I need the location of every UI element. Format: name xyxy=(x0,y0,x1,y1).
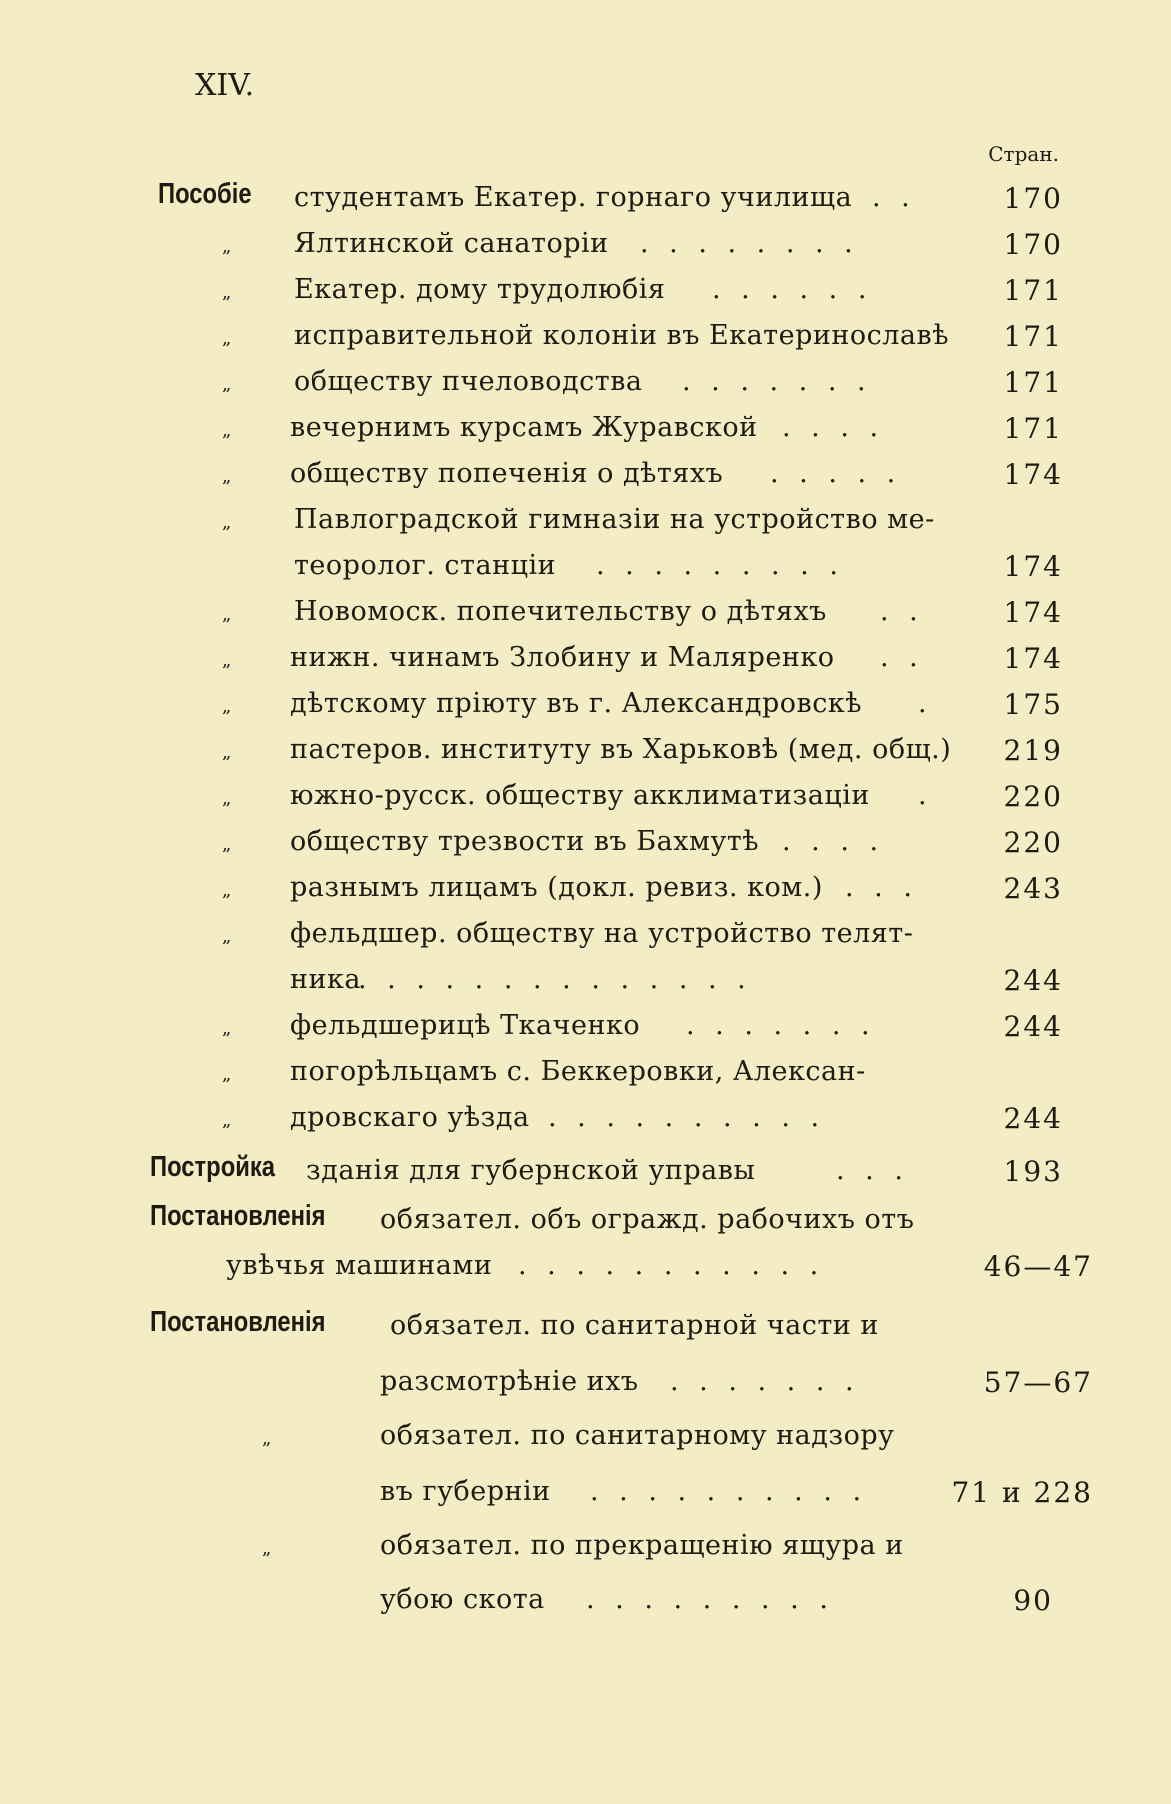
index-entry xyxy=(0,504,1171,544)
ditto-mark: „ xyxy=(222,1110,232,1131)
index-entry xyxy=(0,1250,1171,1290)
index-entry xyxy=(0,458,1171,498)
leader-dots: . . . . . . . . . xyxy=(586,1584,834,1615)
entry-text: Новомоск. попечительству о дѣтяхъ xyxy=(294,596,827,627)
page-reference: 244 xyxy=(1003,964,1063,997)
leader-dots: . . . . . xyxy=(770,458,902,489)
entry-text: обществу попеченія о дѣтяхъ xyxy=(290,458,724,489)
page-reference: 57—67 xyxy=(983,1366,1093,1399)
entry-text: разсмотрѣніе ихъ xyxy=(380,1366,639,1397)
page-reference: 170 xyxy=(1003,182,1063,215)
ditto-mark: „ xyxy=(222,374,232,395)
leader-dots: . . . . . . . . . . xyxy=(548,1102,826,1133)
page-reference: 171 xyxy=(1003,366,1063,399)
entry-heading: Постановленія xyxy=(150,1306,326,1338)
index-entry xyxy=(0,780,1171,820)
ditto-mark: „ xyxy=(222,328,232,349)
page-reference: 71 и 228 xyxy=(951,1476,1093,1509)
index-entry xyxy=(0,550,1171,590)
page-reference: 174 xyxy=(1003,642,1063,675)
entry-text: теоролог. станціи xyxy=(294,550,557,581)
index-entry xyxy=(0,1530,1171,1570)
page-reference: 220 xyxy=(1003,826,1063,859)
index-entry xyxy=(0,1420,1171,1460)
entry-text: убою скота xyxy=(380,1584,545,1615)
index-entry xyxy=(0,1366,1171,1406)
ditto-mark: „ xyxy=(222,696,232,717)
page-reference: 243 xyxy=(1003,872,1063,905)
entry-text: обязател. по санитарному надзору xyxy=(380,1420,895,1451)
page-reference: 220 xyxy=(1003,780,1063,813)
index-entry xyxy=(0,1056,1171,1096)
page-reference: 90 xyxy=(1013,1584,1053,1617)
ditto-mark: „ xyxy=(222,742,232,763)
page-reference: 244 xyxy=(1003,1010,1063,1043)
index-entry xyxy=(0,964,1171,1004)
index-entry xyxy=(0,918,1171,958)
ditto-mark: „ xyxy=(222,1018,232,1039)
entry-text: вечернимъ курсамъ Журавской xyxy=(290,412,758,443)
entry-text: обязател. объ огражд. рабочихъ отъ xyxy=(380,1204,915,1235)
page-reference: 174 xyxy=(1003,596,1063,629)
entry-text: фельдшер. обществу на устройство телят- xyxy=(290,918,914,949)
entry-text: обязател. по прекращенію ящура и xyxy=(380,1530,904,1561)
entry-heading: Постройка xyxy=(150,1151,275,1183)
leader-dots: . . . xyxy=(845,872,918,903)
entry-text: дѣтскому пріюту въ г. Александровскѣ xyxy=(290,688,862,719)
index-entry xyxy=(0,1200,1171,1244)
index-entry xyxy=(0,320,1171,360)
entry-text: пастеров. институту въ Харьковѣ (мед. общ.) xyxy=(290,734,952,765)
leader-dots: . . xyxy=(880,642,924,673)
ditto-mark: „ xyxy=(222,420,232,441)
entry-text: Павлоградской гимназіи на устройство ме- xyxy=(294,504,935,535)
index-entry xyxy=(0,734,1171,774)
ditto-mark: „ xyxy=(262,1538,272,1559)
ditto-mark: „ xyxy=(222,650,232,671)
index-entry xyxy=(0,1584,1171,1624)
leader-dots: . . . . . . . . xyxy=(640,228,859,259)
entry-text: въ губерніи xyxy=(380,1476,551,1507)
index-entry xyxy=(0,1306,1171,1350)
index-entry xyxy=(0,228,1171,268)
index-entry xyxy=(0,1010,1171,1050)
leader-dots: . . . . . . . xyxy=(682,366,872,397)
index-entry xyxy=(0,178,1171,222)
entry-text: южно-русск. обществу акклиматизаціи xyxy=(290,780,870,811)
entry-heading: Пособіе xyxy=(158,178,252,210)
index-entry xyxy=(0,274,1171,314)
index-entry xyxy=(0,596,1171,636)
entry-heading: Постановленія xyxy=(150,1200,326,1232)
leader-dots: . . . . . . . xyxy=(670,1366,860,1397)
leader-dots: . . . . . . . . . xyxy=(596,550,844,581)
leader-dots: . . . . . . . . . . . . . . xyxy=(358,964,752,995)
entry-text: нижн. чинамъ Злобину и Маляренко xyxy=(290,642,835,673)
entry-text: обществу трезвости въ Бахмутѣ xyxy=(290,826,760,857)
entry-text: дровскаго уѣзда xyxy=(290,1102,530,1133)
leader-dots: . . . . . . . . . . xyxy=(590,1476,868,1507)
ditto-mark: „ xyxy=(222,236,232,257)
page-number: XIV. xyxy=(195,68,255,103)
entry-text: студентамъ Екатер. горнаго училища xyxy=(294,182,853,213)
index-entry xyxy=(0,872,1171,912)
leader-dots: . . . . . . . . . . . xyxy=(518,1250,825,1281)
entry-text: ника xyxy=(290,964,361,995)
entry-text: погорѣльцамъ с. Беккеровки, Алексан- xyxy=(290,1056,866,1087)
index-entry xyxy=(0,1476,1171,1516)
leader-dots: . . xyxy=(872,182,916,213)
leader-dots: . . . . xyxy=(782,826,885,857)
ditto-mark: „ xyxy=(222,926,232,947)
page-reference: 171 xyxy=(1003,320,1063,353)
ditto-mark: „ xyxy=(222,604,232,625)
index-entry xyxy=(0,688,1171,728)
ditto-mark: „ xyxy=(262,1428,272,1449)
ditto-mark: „ xyxy=(222,788,232,809)
index-entry xyxy=(0,366,1171,406)
ditto-mark: „ xyxy=(222,880,232,901)
page-column-header: Стран. xyxy=(988,142,1059,166)
leader-dots: . . . . . . . xyxy=(686,1010,876,1041)
entry-text: разнымъ лицамъ (докл. ревиз. ком.) xyxy=(290,872,823,903)
ditto-mark: „ xyxy=(222,512,232,533)
entry-text: Ялтинской санаторіи xyxy=(294,228,609,259)
page-reference: 171 xyxy=(1003,412,1063,445)
leader-dots: . . . . . . xyxy=(712,274,873,305)
ditto-mark: „ xyxy=(222,466,232,487)
leader-dots: . . . xyxy=(836,1155,909,1186)
ditto-mark: „ xyxy=(222,834,232,855)
entry-text: обществу пчеловодства xyxy=(294,366,643,397)
index-entry xyxy=(0,826,1171,866)
page-reference: 174 xyxy=(1003,550,1063,583)
index-entry xyxy=(0,1151,1171,1195)
leader-dots: . xyxy=(918,780,933,811)
page-reference: 171 xyxy=(1003,274,1063,307)
index-entry xyxy=(0,642,1171,682)
page-reference: 219 xyxy=(1003,734,1063,767)
entry-text: исправительной колоніи въ Екатеринославѣ xyxy=(294,320,949,351)
leader-dots: . xyxy=(918,688,933,719)
ditto-mark: „ xyxy=(222,282,232,303)
entry-text: обязател. по санитарной части и xyxy=(390,1310,879,1341)
entry-text: увѣчья машинами xyxy=(226,1250,493,1281)
ditto-mark: „ xyxy=(222,1064,232,1085)
leader-dots: . . . . xyxy=(782,412,885,443)
page-reference: 170 xyxy=(1003,228,1063,261)
index-entry xyxy=(0,412,1171,452)
page-reference: 174 xyxy=(1003,458,1063,491)
index-entry xyxy=(0,1102,1171,1142)
page-reference: 175 xyxy=(1003,688,1063,721)
entry-text: фельдшерицѣ Ткаченко xyxy=(290,1010,641,1041)
entry-text: зданія для губернской управы xyxy=(306,1155,756,1186)
entry-text: Екатер. дому трудолюбія xyxy=(294,274,666,305)
page-reference: 46—47 xyxy=(983,1250,1093,1283)
page-reference: 244 xyxy=(1003,1102,1063,1135)
page-reference: 193 xyxy=(1003,1155,1063,1188)
leader-dots: . . xyxy=(880,596,924,627)
